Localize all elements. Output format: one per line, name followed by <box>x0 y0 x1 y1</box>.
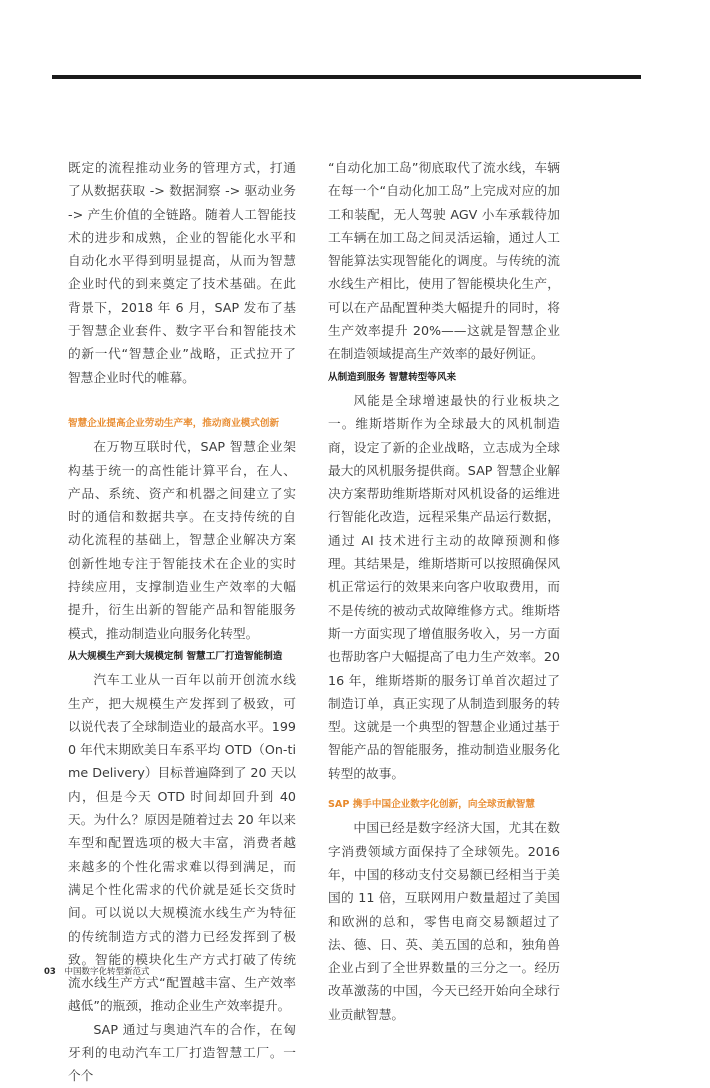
section-heading-sap-china: SAP 携手中国企业数字化创新，向全球贡献智慧 <box>328 799 535 811</box>
right-paragraph-2: 风能是全球增速最快的行业板块之一。维斯塔斯作为全球最大的风机制造商，设定了新的企业战略，立志成为全球最大的风机服务提供商。SAP 智慧企业解决方案帮助维斯塔斯对风机设备的运维进行智能化改造，远程采集产品运行数据，通过 AI 技术进行主动的故障预测和修理。其结果是，维斯塔斯可以按照确保风机正常运行的效果来向客户收取费用，而不是传统的被动式故障维修方式。维斯塔斯一方面实现了增值服务收入，另一方面也帮助客户大幅提高了电力生产效率。2016 年，维斯塔斯的服务订单首次超过了制造订单，真正实现了从制造到服务的转型。这就是一个典型的智慧企业通过基于智能产品的智能服务，推动制造业服务化转型的故事。 <box>328 392 560 781</box>
left-paragraph-1: 既定的流程推动业务的管理方式，打通了从数据获取 -> 数据洞察 -> 驱动业务 -> 产生价值的全链路。随着人工智能技术的进步和成熟，企业的智能化水平和自动化水平得到明显提高，从而为智慧企业时代的到来奠定了技术基础。在此背景下，2018 年 6 月，SAP 发布了基于智慧企业套件、数字平台和智能技术的新一代“智慧企业”战略，正式拉开了智慧企业时代的帷幕。 <box>68 160 296 385</box>
section-heading-smart-enterprise: 智慧企业提高企业劳动生产率，推动商业模式创新 <box>68 417 280 429</box>
left-column <box>68 156 296 1088</box>
left-paragraph-3: 汽车工业从一百年以前开创流水线生产，把大规模生产发挥到了极致，可以说代表了全球制造业的最高水平。1990 年代末期欧美日车系平均 OTD（On-time Delivery）目标普遍降到了 20 天以内，但是今天 OTD 时间却回升到 40 天。为什么？原因是随着过去 20 年以来车型和配置选项的极大丰富，消费者越来越多的个性化需求难以得到满足，而满足个性化需求的代价就是延长交货时间。可以说以大规模流水线生产为特征的传统制造方式的潜力已经发挥到了极致。智能的模块化生产方式打破了传统流水线生产方式“配置越丰富、生产效率越低”的瓶颈，推动企业生产效率提升。 <box>68 672 296 1014</box>
page-footer <box>44 965 150 977</box>
subheading-manufacturing-to-service: 从制造到服务 智慧转型等风来 <box>328 371 457 383</box>
publication-title: 中国数字化转型新范式 <box>64 967 150 977</box>
right-paragraph-1: “自动化加工岛”彻底取代了流水线，车辆在每一个“自动化加工岛”上完成对应的加工和装配，无人驾驶 AGV 小车承载待加工车辆在加工岛之间灵活运输，通过人工智能算法实现智能化的调度。与传统的流水线生产相比，使用了智能模块化生产，可以在产品配置种类大幅提升的同时，将生产效率提升 20%——这就是智慧企业在制造领域提高生产效率的最好例证。 <box>328 160 560 362</box>
right-column <box>328 156 560 1026</box>
page-number: 03 <box>44 967 56 977</box>
right-paragraph-3: 中国已经是数字经济大国，尤其在数字消费领域方面保持了全球领先。2016 年，中国的移动支付交易额已经相当于美国的 11 倍，互联网用户数量超过了美国和欧洲的总和，零售电商交易额超过了法、德、日、英、美五国的总和，独角兽企业占到了全世界数量的三分之一。经历改革激荡的中国，今天已经开始向全球行业贡献智慧。 <box>328 820 560 1022</box>
left-paragraph-4: SAP 通过与奥迪汽车的合作，在匈牙利的电动汽车工厂打造智慧工厂。一个个 <box>68 1021 296 1084</box>
top-rule <box>52 75 641 79</box>
left-paragraph-2: 在万物互联时代，SAP 智慧企业架构基于统一的高性能计算平台，在人、产品、系统、资产和机器之间建立了实时的通信和数据共享。在支持传统的自动化流程的基础上，智慧企业解决方案创新性地专注于智能技术在企业的实时持续应用，支撑制造业生产效率的大幅提升，衍生出新的智能产品和智能服务模式，推动制造业向服务化转型。 <box>68 439 296 641</box>
subheading-smart-factory: 从大规模生产到大规模定制 智慧工厂打造智能制造 <box>68 650 283 662</box>
